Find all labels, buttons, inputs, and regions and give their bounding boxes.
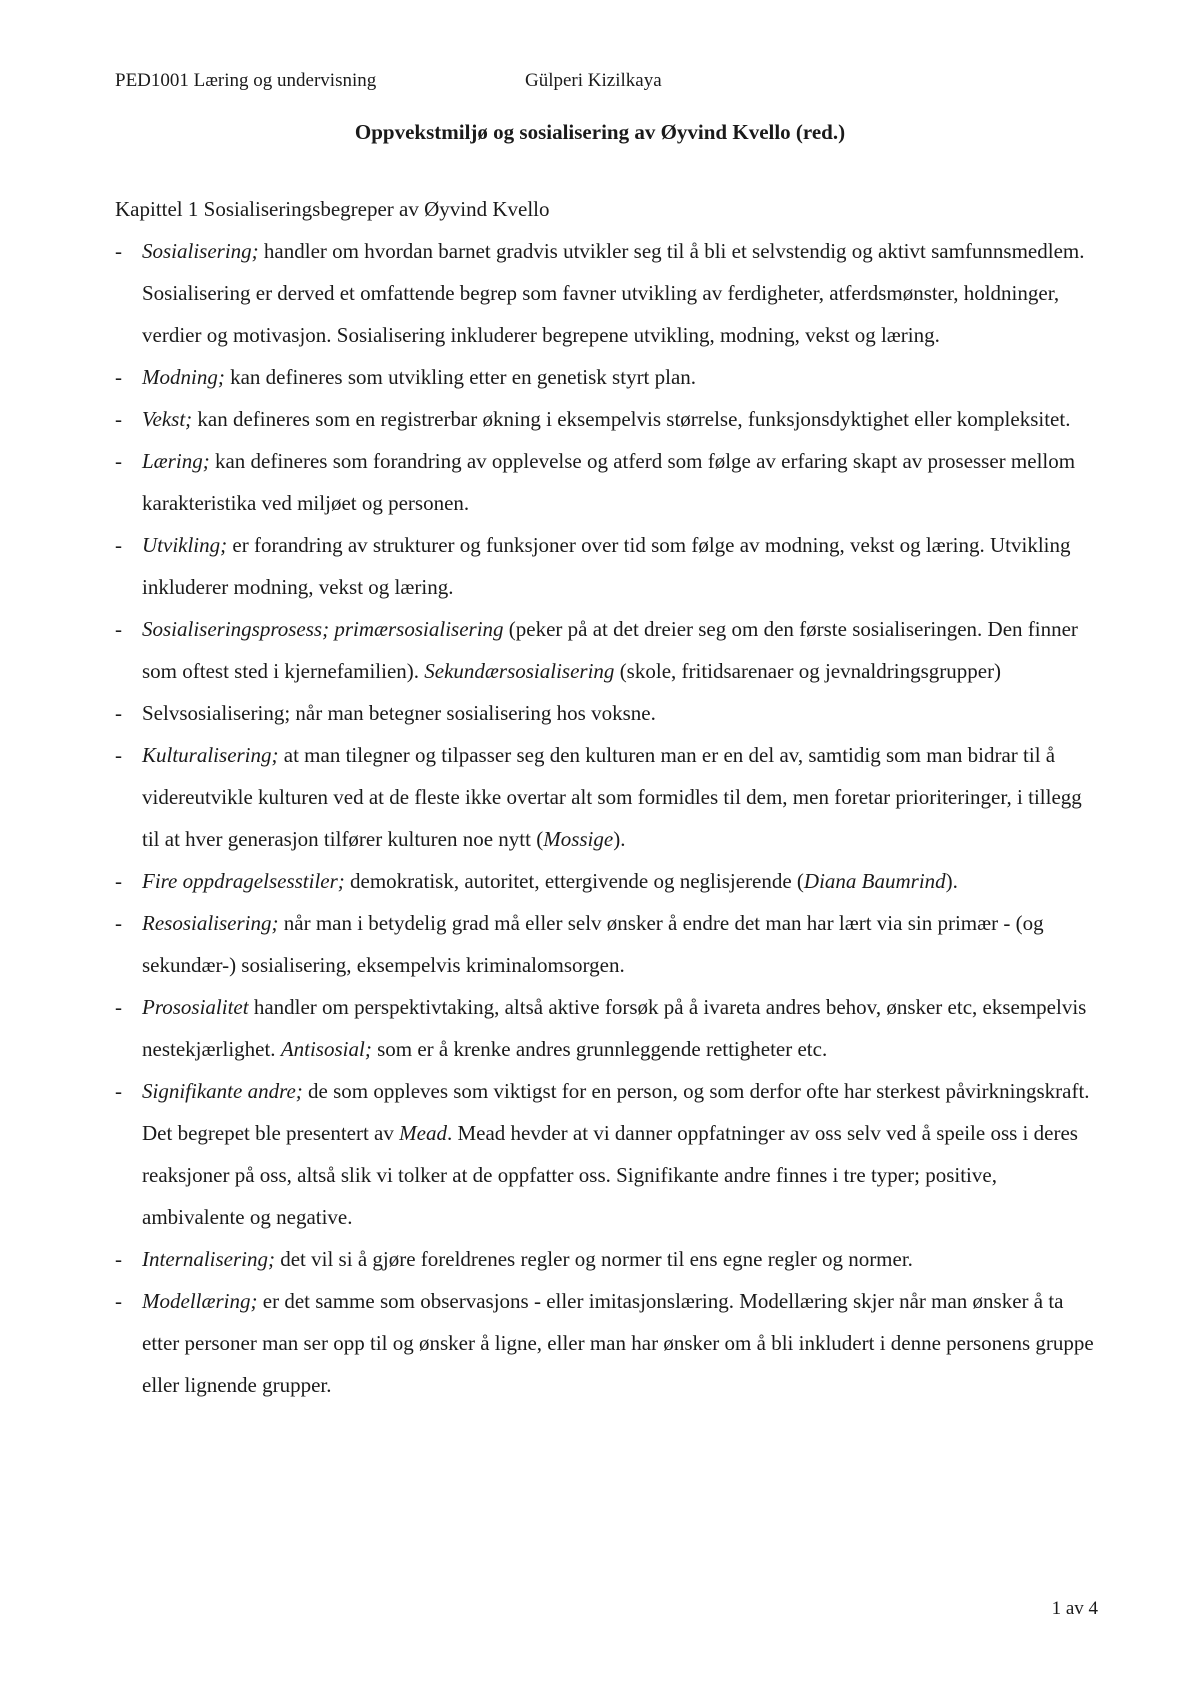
bullet-dash: -: [115, 995, 122, 1019]
term: Antisosial;: [280, 1037, 372, 1061]
definition-text: kan defineres som utvikling etter en genetisk styrt plan.: [224, 365, 697, 389]
term: Sekundærsosialisering: [424, 659, 615, 683]
term: Diana Baumrind: [803, 869, 946, 893]
term: Læring;: [142, 449, 210, 473]
term: Sosialisering;: [142, 239, 259, 263]
document-body: [115, 188, 1100, 1406]
term: Internalisering;: [142, 1247, 275, 1271]
term: Modellæring;: [142, 1289, 258, 1313]
definition-text: det vil si å gjøre foreldrenes regler og normer til ens egne regler og normer.: [274, 1247, 913, 1271]
bullet-dash: -: [115, 701, 122, 725]
page-number: 1 av 4: [1051, 1598, 1098, 1619]
term: Mossige: [543, 827, 614, 851]
document-title: Oppvekstmiljø og sosialisering av Øyvind Kvello (red.): [354, 120, 846, 144]
definition-text: Selvsosialisering; når man betegner sosialisering hos voksne.: [142, 701, 656, 725]
list-item: [115, 734, 1100, 860]
definition-text: ).: [613, 827, 626, 851]
bullet-dash: -: [115, 407, 122, 431]
list-item: [115, 398, 1100, 440]
bullet-dash: -: [115, 533, 122, 557]
term: Sosialiseringsprosess; primærsosialisering: [142, 617, 504, 641]
term: Mead: [399, 1121, 447, 1145]
definition-text: de som oppleves som viktigst for en person, og som derfor ofte har sterkest påvirkningskraft. Det begrepet ble presentert av: [142, 1079, 1090, 1145]
course-title: PED1001 Læring og undervisning: [115, 70, 377, 91]
bullet-dash: -: [115, 1079, 122, 1103]
author-name: Gülperi Kizilkaya: [525, 70, 662, 91]
term: Modning;: [142, 365, 225, 389]
bullet-dash: -: [115, 617, 122, 641]
list-item: [115, 230, 1100, 356]
definition-text: ).: [945, 869, 958, 893]
term: Kulturalisering;: [142, 743, 279, 767]
bullet-dash: -: [115, 911, 122, 935]
definition-text: handler om hvordan barnet gradvis utvikler seg til å bli et selvstendig og aktivt samfunnsmedlem. Sosialisering er derved et omfattende begrep som favner utvikling av ferdigheter, atferdsmønster, holdninger, verdier og motivasjon. Sosialisering inkluderer begrepene utvikling, modning, vekst og læring.: [142, 239, 1085, 347]
bullet-dash: -: [115, 1247, 122, 1271]
bullet-dash: -: [115, 869, 122, 893]
term: Prososialitet: [142, 995, 249, 1019]
list-item: [115, 356, 1100, 398]
definition-text: kan defineres som en registrerbar økning i eksempelvis størrelse, funksjonsdyktighet eller kompleksitet.: [192, 407, 1071, 431]
list-item: [115, 1280, 1100, 1406]
definition-text: er det samme som observasjons - eller imitasjonslæring. Modellæring skjer når man ønsker å ta etter personer man ser opp til og ønsker å ligne, eller man har ønsker om å bli inkludert i denne personens gruppe eller lignende grupper.: [142, 1289, 1094, 1397]
definition-text: når man i betydelig grad må eller selv ønsker å endre det man har lært via sin primær - (og sekundær-) sosialisering, eksempelvis kriminalomsorgen.: [142, 911, 1044, 977]
page-header: [115, 70, 1075, 100]
definition-text: (skole, fritidsarenaer og jevnaldringsgrupper): [614, 659, 1002, 683]
definition-text: . Mead hevder at vi danner oppfatninger av oss selv ved å speile oss i deres reaksjoner på oss, altså slik vi tolker at de oppfatter oss. Signifikante andre finnes i tre typer; positive, ambivalente og negative.: [142, 1121, 1078, 1229]
definition-list: [115, 230, 1100, 1406]
definition-text: demokratisk, autoritet, ettergivende og neglisjerende (: [344, 869, 804, 893]
definition-text: (peker på at det dreier seg om den første sosialiseringen. Den finner som oftest sted i kjernefamilien).: [142, 617, 1078, 683]
list-item: [115, 986, 1100, 1070]
list-item: [115, 860, 1100, 902]
list-item: [115, 692, 1100, 734]
definition-text: som er å krenke andres grunnleggende rettigheter etc.: [371, 1037, 828, 1061]
term: Fire oppdragelsesstiler;: [142, 869, 345, 893]
list-item: [115, 440, 1100, 524]
term: Signifikante andre;: [142, 1079, 303, 1103]
definition-text: kan defineres som forandring av opplevelse og atferd som følge av erfaring skapt av prosesser mellom karakteristika ved miljøet og personen.: [142, 449, 1076, 515]
definition-text: handler om perspektivtaking, altså aktive forsøk på å ivareta andres behov, ønsker etc, eksempelvis nestekjærlighet.: [142, 995, 1087, 1061]
definition-text: er forandring av strukturer og funksjoner over tid som følge av modning, vekst og læring. Utvikling inkluderer modning, vekst og læring.: [142, 533, 1071, 599]
list-item: [115, 902, 1100, 986]
bullet-dash: -: [115, 743, 122, 767]
term: Resosialisering;: [142, 911, 279, 935]
term: Vekst;: [142, 407, 193, 431]
definition-text: at man tilegner og tilpasser seg den kulturen man er en del av, samtidig som man bidrar til å videreutvikle kulturen ved at de fleste ikke overtar alt som formidles til dem, men foretar prioriteringer, i tillegg til at hver generasjon tilfører kulturen noe nytt (: [142, 743, 1082, 851]
bullet-dash: -: [115, 1289, 122, 1313]
term: Utvikling;: [142, 533, 228, 557]
bullet-dash: -: [115, 239, 122, 263]
bullet-dash: -: [115, 449, 122, 473]
chapter-heading: Kapittel 1 Sosialiseringsbegreper av Øyvind Kvello: [115, 197, 550, 221]
list-item: [115, 524, 1100, 608]
list-item: [115, 1070, 1100, 1238]
bullet-dash: -: [115, 365, 122, 389]
list-item: [115, 608, 1100, 692]
list-item: [115, 1238, 1100, 1280]
